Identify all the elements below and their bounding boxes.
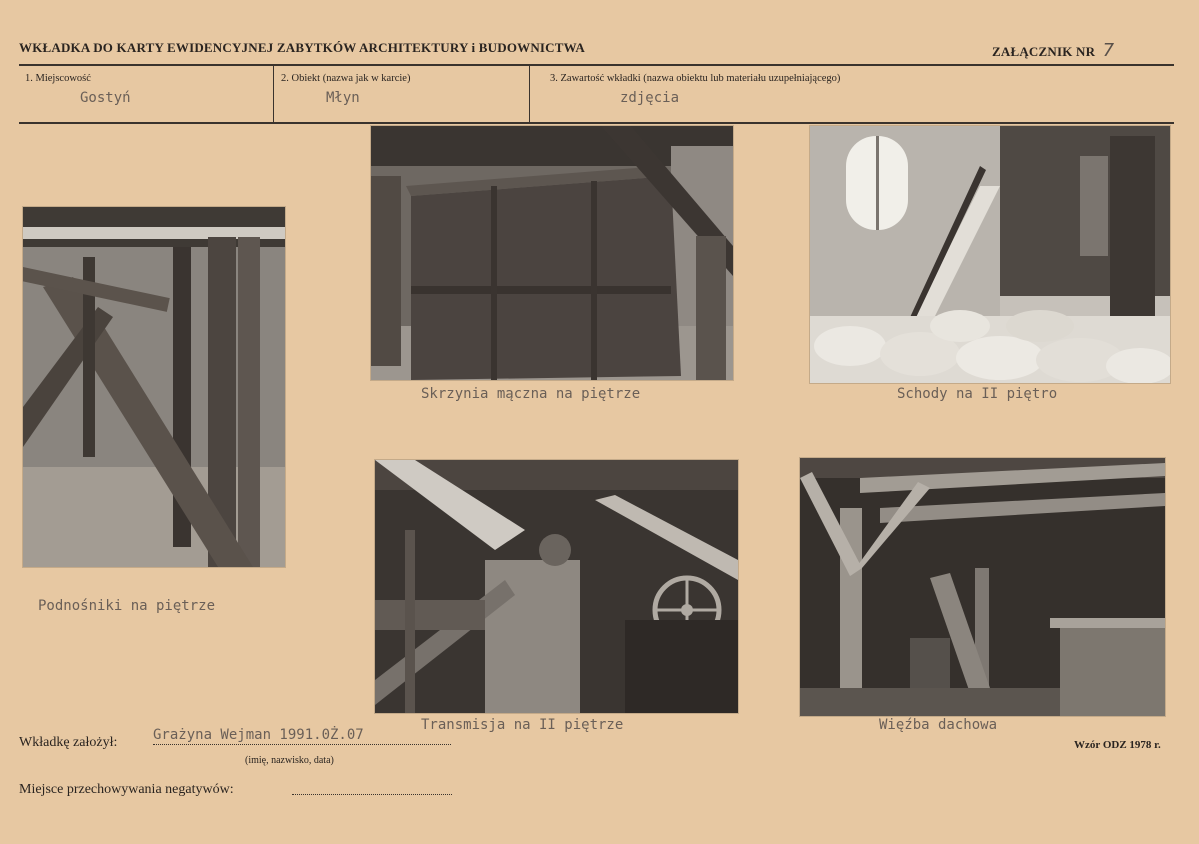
photo-stairs xyxy=(810,126,1170,383)
header-rule-bottom xyxy=(19,122,1174,124)
attachment-number: 7 xyxy=(1102,40,1115,61)
founder-hint: (imię, nazwisko, data) xyxy=(245,755,334,766)
photo-lifts xyxy=(23,207,285,567)
negatives-field xyxy=(292,780,452,795)
negatives-label: Miejsce przechowywania negatywów: xyxy=(19,782,234,797)
caption-stairs: Schody na II piętro xyxy=(897,386,1058,402)
attachment-label xyxy=(992,40,1114,61)
object-value: Młyn xyxy=(326,90,360,106)
founder-value: Grażyna Wejman 1991.0Ż.07 xyxy=(153,727,451,745)
contents-value: zdjęcia xyxy=(620,90,680,106)
caption-transmission: Transmisja na II piętrze xyxy=(421,717,624,733)
form-title: WKŁADKA DO KARTY EWIDENCYJNEJ ZABYTKÓW ARCHITEKTURY i BUDOWNICTWA xyxy=(19,40,585,55)
photo-flour-box xyxy=(371,126,733,380)
field-divider-2 xyxy=(529,66,530,122)
photo-roof-truss xyxy=(800,458,1165,716)
photo-transmission xyxy=(375,460,738,713)
locality-value: Gostyń xyxy=(80,90,131,106)
caption-flour-box: Skrzynia mączna na piętrze xyxy=(421,386,641,402)
header-rule-top xyxy=(19,64,1174,66)
caption-roof-truss: Więźba dachowa xyxy=(879,717,998,733)
contents-label: 3. Zawartość wkładki (nazwa obiektu lub materiału uzupełniającego) xyxy=(550,73,841,84)
attachment-label-text: ZAŁĄCZNIK NR xyxy=(992,44,1096,59)
locality-label: 1. Miejscowość xyxy=(25,73,91,84)
form-code: Wzór ODZ 1978 r. xyxy=(1074,739,1161,751)
field-divider-1 xyxy=(273,66,274,122)
founder-label: Wkładkę założył: xyxy=(19,735,118,750)
caption-lifts: Podnośniki na piętrze xyxy=(38,598,216,614)
object-label: 2. Obiekt (nazwa jak w karcie) xyxy=(281,73,411,84)
